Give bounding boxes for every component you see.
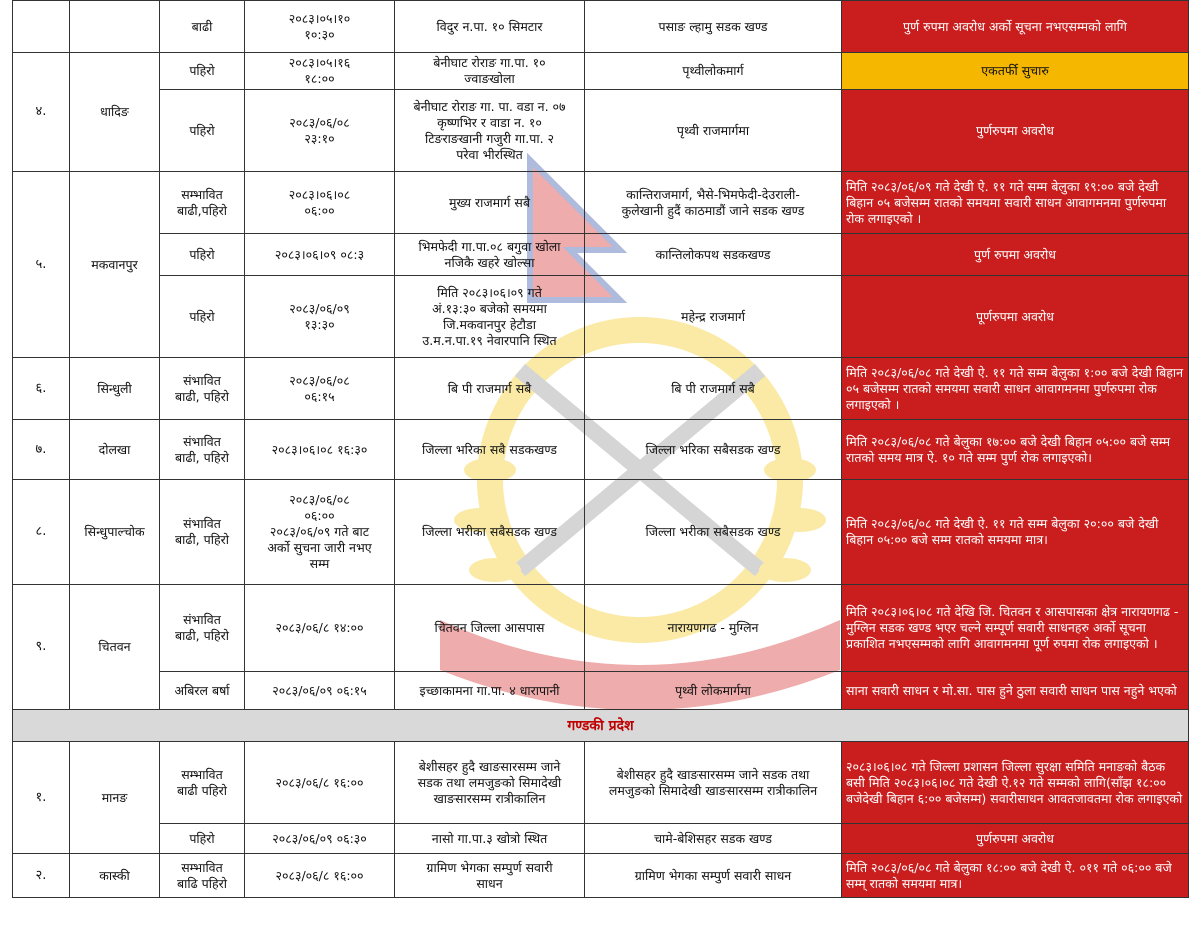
status-cell: एकतर्फी सुचारु — [842, 53, 1189, 90]
table-row — [13, 172, 1189, 234]
location-cell: चितवन जिल्ला आसपास — [395, 585, 585, 672]
datetime-cell: २०८३/०६/८ १६:०० — [245, 742, 395, 824]
incident-type-cell: सम्भावित बाढि पहिरो — [160, 854, 245, 898]
road-section-cell: कान्तिलोकपथ सडकखण्ड — [585, 234, 842, 276]
incident-type-cell: संभावित बाढी, पहिरो — [160, 420, 245, 480]
district-cell: धादिङ — [70, 53, 160, 172]
location-cell: बेनीघाट रोराङ गा.पा. १० ज्वाङखोला — [395, 53, 585, 90]
incident-type-cell: बाढी — [160, 1, 245, 53]
table-row — [13, 53, 1189, 90]
district-cell — [70, 1, 160, 53]
road-section-cell: जिल्ला भरिका सबैसडक खण्ड — [585, 420, 842, 480]
district-cell: सिन्धुली — [70, 358, 160, 420]
row-number: ९. — [13, 585, 70, 710]
table-row — [13, 1, 1189, 53]
road-section-cell: ग्रामिण भेगका सम्पुर्ण सवारी साधन — [585, 854, 842, 898]
datetime-cell: २०८३/०६/०९ ०६:३० — [245, 824, 395, 854]
row-number: ५. — [13, 172, 70, 358]
table-row — [13, 742, 1189, 824]
status-cell: मिति २०८३/०६/०८ गते देखी ऐ. ११ गते सम्म बेलुका १:०० बजे देखी बिहान ०५ बजेसम्म रातको समयमा सवारी साधन आवागमनमा पुर्णरुपमा रोक लगाइएको । — [842, 358, 1189, 420]
datetime-cell: २०८३/०६/०८ ०६:०० २०८३/०६/०९ गते बाट अर्को सुचना जारी नभए सम्म — [245, 480, 395, 585]
road-section-cell: पृथ्वी लोकमार्गमा — [585, 672, 842, 710]
district-cell: दोलखा — [70, 420, 160, 480]
datetime-cell: २०८३।०५।१६ १८:०० — [245, 53, 395, 90]
incident-type-cell: सम्भावित बाढी,पहिरो — [160, 172, 245, 234]
district-cell: मानङ — [70, 742, 160, 854]
datetime-cell: २०८३।०६।०८ ०६:०० — [245, 172, 395, 234]
table-row — [13, 90, 1189, 172]
road-section-cell: पसाङ ल्हामु सडक खण्ड — [585, 1, 842, 53]
location-cell: नासो गा.पा.३ खोत्रो स्थित — [395, 824, 585, 854]
district-cell: मकवानपुर — [70, 172, 160, 358]
road-section-cell: नारायणगढ - मुग्लिन — [585, 585, 842, 672]
datetime-cell: २०८३।०५।१० १०:३० — [245, 1, 395, 53]
row-number: २. — [13, 854, 70, 898]
location-cell: जिल्ला भरीका सबैसडक खण्ड — [395, 480, 585, 585]
datetime-cell: २०८३।०६।०९ ०८:३ — [245, 234, 395, 276]
location-cell: मुख्य राजमार्ग सबै — [395, 172, 585, 234]
table-row — [13, 672, 1189, 710]
table-row — [13, 358, 1189, 420]
row-number: ६. — [13, 358, 70, 420]
incident-type-cell: संभावित बाढी, पहिरो — [160, 358, 245, 420]
incident-type-cell: अबिरल बर्षा — [160, 672, 245, 710]
status-cell: पुर्ण रुपमा अवरोध अर्को सूचना नभएसम्मको लागि — [842, 1, 1189, 53]
location-cell: बि पी राजमार्ग सबै — [395, 358, 585, 420]
datetime-cell: २०८३/०६/८ १४:०० — [245, 585, 395, 672]
row-number: ४. — [13, 53, 70, 172]
table-body — [13, 1, 1189, 898]
row-number: ७. — [13, 420, 70, 480]
status-cell: साना सवारी साधन र मो.सा. पास हुने ठुला सवारी साधन पास नहुने भएको — [842, 672, 1189, 710]
status-cell: मिति २०८३/०६/०८ गते बेलुका १८:०० बजे देखी ऐ. ०११ गते ०६:०० बजे सम्म् रातको समयमा मात्र। — [842, 854, 1189, 898]
status-cell: मिति २०८३/०६/०८ गते बेलुका १७:०० बजे देखी बिहान ०५:०० बजे सम्म रातको समय मात्र ऐ. १० गते सम्म पुर्ण रोक लगाइएको। — [842, 420, 1189, 480]
datetime-cell: २०८३/०६/८ १६:०० — [245, 854, 395, 898]
section-title: गण्डकी प्रदेश — [13, 710, 1189, 742]
location-cell: ग्रामिण भेगका सम्पुर्ण सवारी साधन — [395, 854, 585, 898]
incident-type-cell: पहिरो — [160, 90, 245, 172]
road-section-cell: बि पी राजमार्ग सबै — [585, 358, 842, 420]
location-cell: बेशीसहर हुदै खाङसारसम्म जाने सडक तथा लमजुङको सिमादेखी खाङसारसम्म रात्रीकालिन — [395, 742, 585, 824]
incident-type-cell: पहिरो — [160, 824, 245, 854]
road-obstruction-table — [12, 0, 1189, 898]
incident-type-cell: संभावित बाढी, पहिरो — [160, 585, 245, 672]
table-row — [13, 276, 1189, 358]
location-cell: इच्छाकामना गा.पा. ४ धारापानी — [395, 672, 585, 710]
province-section-row — [13, 710, 1189, 742]
status-cell: मिति २०८३/०६/०९ गते देखी ऐ. ११ गते सम्म बेलुका १९:०० बजे देखी बिहान ०५ बजेसम्म रातको समयमा सवारी साधन आवागमनमा पुर्णरुपमा रोक लगाइएको । — [842, 172, 1189, 234]
status-cell: मिति २०८३/०६/०८ गते देखी ऐ. ११ गते सम्म बेलुका २०:०० बजे देखी बिहान ०५:०० बजे सम्म रातको समयमा मात्र। — [842, 480, 1189, 585]
status-cell: पूर्णरुपमा अवरोध — [842, 276, 1189, 358]
table-row — [13, 854, 1189, 898]
table-row — [13, 420, 1189, 480]
incident-type-cell: सम्भावित बाढी पहिरो — [160, 742, 245, 824]
location-cell: बेनीघाट रोराङ गा. पा. वडा न. ०७ कृष्णभिर र वाडा न. १० टिङराङखानी गजुरी गा.पा. २ परेवा भीरस्थित — [395, 90, 585, 172]
status-cell: मिति २०८३।०६।०८ गते देखि जि. चितवन र आसपासका क्षेत्र नारायणगढ - मुग्लिन सडक खण्ड भएर चल्ने सम्पूर्ण सवारी साधनहरु अर्को सूचना प्रकाशित नभएसम्मको लागि आवागमनमा पूर्ण रुपमा रोक लगाइएको । — [842, 585, 1189, 672]
row-number: १. — [13, 742, 70, 854]
datetime-cell: २०८३/०६/०८ २३:१० — [245, 90, 395, 172]
location-cell: विदुर न.पा. १० सिमटार — [395, 1, 585, 53]
row-number — [13, 1, 70, 53]
district-cell: चितवन — [70, 585, 160, 710]
location-cell: भिमफेदी गा.पा.०८ बगुवा खोला नजिकै खहरे खोल्सा — [395, 234, 585, 276]
road-section-cell: महेन्द्र राजमार्ग — [585, 276, 842, 358]
road-section-cell: जिल्ला भरीका सबैसडक खण्ड — [585, 480, 842, 585]
incident-type-cell: पहिरो — [160, 276, 245, 358]
location-cell: मिति २०८३।०६।०९ गते अं.१३:३० बजेको समयमा जि.मकवानपुर हेटौडा उ.म.न.पा.१९ नेवारपानि स्थित — [395, 276, 585, 358]
road-section-cell: पृथ्वी राजमार्गमा — [585, 90, 842, 172]
datetime-cell: २०८३/०६/०९ १३:३० — [245, 276, 395, 358]
location-cell: जिल्ला भरिका सबै सडकखण्ड — [395, 420, 585, 480]
road-section-cell: पृथ्वीलोकमार्ग — [585, 53, 842, 90]
row-number: ८. — [13, 480, 70, 585]
status-cell: पुर्णरुपमा अवरोध — [842, 824, 1189, 854]
status-cell: पुर्ण रुपमा अवरोध — [842, 234, 1189, 276]
datetime-cell: २०८३/०६/०८ ०६:१५ — [245, 358, 395, 420]
status-cell: पुर्णरुपमा अवरोध — [842, 90, 1189, 172]
table-row — [13, 234, 1189, 276]
table-row — [13, 824, 1189, 854]
incident-type-cell: संभावित बाढी, पहिरो — [160, 480, 245, 585]
datetime-cell: २०८३/०६/०९ ०६:१५ — [245, 672, 395, 710]
road-section-cell: कान्तिराजमार्ग, भैसे-भिमफेदी-देउराली- कुलेखानी हुदैं काठमाडौं जाने सडक खण्ड — [585, 172, 842, 234]
status-cell: २०८३।०६।०८ गते जिल्ला प्रशासन जिल्ला सुरक्षा समिति मनाङको बैठक बसी मिति २०८३।०६।०८ गते देखी ऐ.१२ गते सम्मको लागि(साँझ १८:०० बजेदेखी बिहान ६:०० बजेसम्म) सवारीसाधन आवतजावतमा रोक लगाइएको — [842, 742, 1189, 824]
incident-type-cell: पहिरो — [160, 53, 245, 90]
incident-type-cell: पहिरो — [160, 234, 245, 276]
district-cell: कास्की — [70, 854, 160, 898]
datetime-cell: २०८३।०६।०८ १६:३० — [245, 420, 395, 480]
road-section-cell: बेशीसहर हुदै खाङसारसम्म जाने सडक तथा लमजुङको सिमादेखी खाङसारसम्म रात्रीकालिन — [585, 742, 842, 824]
table-row — [13, 585, 1189, 672]
table-row — [13, 480, 1189, 585]
road-section-cell: चामे-बेशिसहर सडक खण्ड — [585, 824, 842, 854]
district-cell: सिन्धुपाल्चोक — [70, 480, 160, 585]
